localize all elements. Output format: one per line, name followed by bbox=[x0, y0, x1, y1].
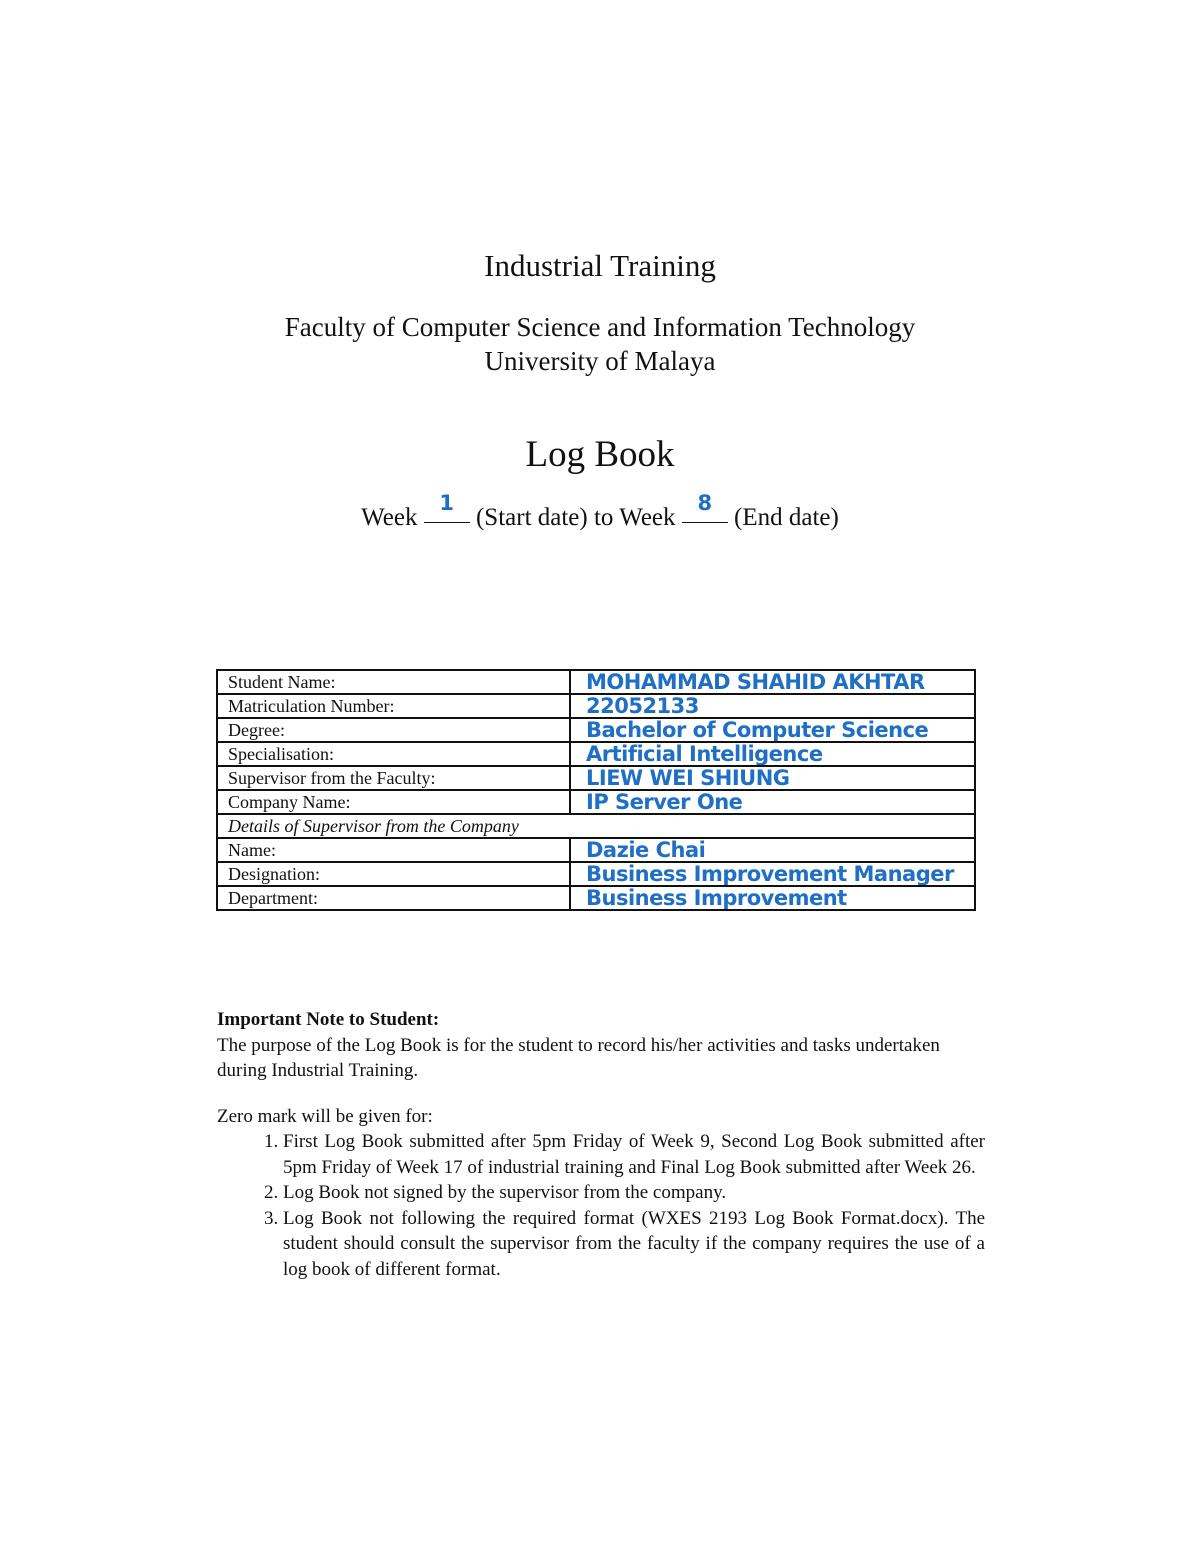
table-row bbox=[217, 766, 975, 790]
faculty-name: Faculty of Computer Science and Information Technology bbox=[284, 312, 916, 342]
table-row bbox=[217, 790, 975, 814]
end-week-value: 8 bbox=[697, 491, 713, 515]
company-supervisor-heading: Details of Supervisor from the Company bbox=[217, 814, 975, 838]
zero-mark-list bbox=[217, 1129, 985, 1282]
list-item: 3. Log Book not following the required format (WXES 2193 Log Book Format.docx). The student should consult the supervisor from the faculty if the company requires the use of a log book of different format. bbox=[283, 1206, 985, 1283]
table-row bbox=[217, 670, 975, 694]
row-label: Matriculation Number: bbox=[217, 694, 570, 718]
start-label: (Start date) to Week bbox=[475, 504, 676, 531]
faculty-supervisor-value[interactable]: LIEW WEI SHIUNG bbox=[570, 766, 975, 790]
row-label: Student Name: bbox=[217, 670, 570, 694]
page-title: Industrial Training bbox=[484, 248, 716, 283]
table-row bbox=[217, 694, 975, 718]
end-week-field[interactable] bbox=[682, 491, 728, 525]
table-row bbox=[217, 862, 975, 886]
row-label: Specialisation: bbox=[217, 742, 570, 766]
department-value[interactable]: Business Improvement bbox=[570, 886, 975, 910]
start-week-value: 1 bbox=[439, 491, 455, 515]
university-name: University of Malaya bbox=[484, 346, 716, 376]
week-prefix: Week bbox=[361, 504, 418, 531]
row-label: Supervisor from the Faculty: bbox=[217, 766, 570, 790]
table-section-row bbox=[217, 814, 975, 838]
notes-heading: Important Note to Student: bbox=[217, 1009, 440, 1030]
student-name-value[interactable]: MOHAMMAD SHAHID AKHTAR bbox=[570, 670, 975, 694]
notes-purpose: The purpose of the Log Book is for the student to record his/her activities and tasks undertaken during Industrial Training. bbox=[217, 1034, 940, 1081]
list-item: 2. Log Book not signed by the supervisor from the company. bbox=[283, 1180, 985, 1206]
table-row bbox=[217, 838, 975, 862]
important-notes bbox=[217, 1007, 985, 1282]
row-label: Department: bbox=[217, 886, 570, 910]
row-label: Designation: bbox=[217, 862, 570, 886]
zero-mark-intro: Zero mark will be given for: bbox=[217, 1105, 433, 1127]
designation-value[interactable]: Business Improvement Manager bbox=[570, 862, 975, 886]
row-label: Name: bbox=[217, 838, 570, 862]
degree-value[interactable]: Bachelor of Computer Science bbox=[570, 718, 975, 742]
table-row bbox=[217, 742, 975, 766]
table-row bbox=[217, 886, 975, 910]
student-details-table bbox=[216, 669, 976, 911]
table-row bbox=[217, 718, 975, 742]
company-supervisor-name-value[interactable]: Dazie Chai bbox=[570, 838, 975, 862]
start-week-field[interactable] bbox=[424, 491, 470, 525]
row-label: Degree: bbox=[217, 718, 570, 742]
specialisation-value[interactable]: Artificial Intelligence bbox=[570, 742, 975, 766]
end-label: (End date) bbox=[734, 504, 839, 531]
company-name-value[interactable]: IP Server One bbox=[570, 790, 975, 814]
document-title: Log Book bbox=[525, 434, 675, 475]
list-item: 1. First Log Book submitted after 5pm Friday of Week 9, Second Log Book submitted after 5pm Friday of Week 17 of industrial training and Final Log Book submitted after Week 26. bbox=[283, 1129, 985, 1180]
week-range-line bbox=[0, 491, 1200, 532]
row-label: Company Name: bbox=[217, 790, 570, 814]
matric-number-value[interactable]: 22052133 bbox=[570, 694, 975, 718]
